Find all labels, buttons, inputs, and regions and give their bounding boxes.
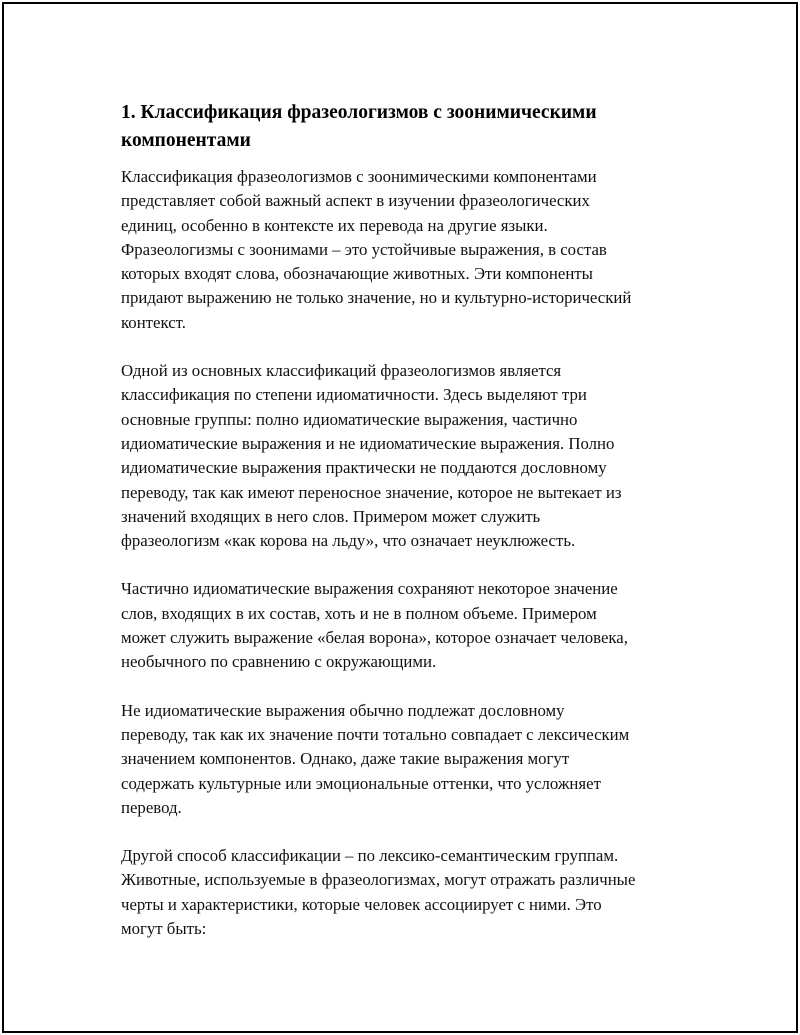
text-line: слов, входящих в их состав, хоть и не в полном объеме. Примером: [121, 603, 597, 623]
text-line: которых входят слова, обозначающие животных. Эти компоненты: [121, 264, 593, 284]
text-line: Другой способ классификации – по лексико-семантическим группам.: [121, 846, 619, 866]
text-line: придают выражению не только значение, но и культурно-исторический: [121, 288, 632, 308]
text-line: Фразеологизмы с зоонимами – это устойчивые выражения, в состав: [121, 239, 607, 259]
paragraph-non-idioms: [121, 699, 701, 820]
text-line: Частично идиоматические выражения сохраняют некоторое значение: [121, 579, 618, 599]
text-line: идиоматические выражения практически не поддаются дословному: [121, 458, 607, 478]
text-line: контекст.: [121, 312, 186, 332]
text-line: идиоматические выражения и не идиоматические выражения. Полно: [121, 433, 615, 453]
text-line: значений входящих в него слов. Примером может служить: [121, 506, 541, 526]
text-line: Одной из основных классификаций фразеологизмов является: [121, 361, 562, 381]
heading-line: 1. Классификация фразеологизмов с зоонимическими: [121, 102, 597, 123]
text-line: классификация по степени идиоматичности. Здесь выделяют три: [121, 385, 587, 405]
text-line: фразеологизм «как корова на льду», что означает неуклюжесть.: [121, 531, 576, 551]
text-line: перевод.: [121, 797, 182, 817]
text-line: необычного по сравнению с окружающими.: [121, 652, 437, 672]
paragraph-semantic-groups: [121, 844, 701, 941]
text-line: переводу, так как их значение почти тотально совпадает с лексическим: [121, 724, 630, 744]
document-page: [2, 2, 798, 1033]
section-heading: [121, 99, 701, 155]
text-line: значением компонентов. Однако, даже такие выражения могут: [121, 749, 570, 769]
text-line: Не идиоматические выражения обычно подлежат дословному: [121, 700, 565, 720]
heading-line: компонентами: [121, 130, 251, 151]
text-line: могут быть:: [121, 919, 207, 939]
text-line: переводу, так как имеют переносное значение, которое не вытекает из: [121, 482, 622, 502]
paragraph-idiomaticity: [121, 359, 701, 553]
text-line: Животные, используемые в фразеологизмах, могут отражать различные: [121, 870, 636, 890]
paragraph-partial-idioms: [121, 577, 701, 674]
document-body: [121, 99, 701, 965]
text-line: содержать культурные или эмоциональные оттенки, что усложняет: [121, 773, 601, 793]
text-line: единиц, особенно в контексте их перевода на другие языки.: [121, 215, 548, 235]
text-line: Классификация фразеологизмов с зоонимическими компонентами: [121, 167, 597, 186]
text-line: представляет собой важный аспект в изучении фразеологических: [121, 191, 590, 211]
text-line: может служить выражение «белая ворона», которое означает человека,: [121, 628, 628, 648]
text-line: черты и характеристики, которые человек ассоциирует с ними. Это: [121, 894, 602, 914]
paragraph-intro: [121, 165, 701, 335]
text-line: основные группы: полно идиоматические выражения, частично: [121, 409, 578, 429]
